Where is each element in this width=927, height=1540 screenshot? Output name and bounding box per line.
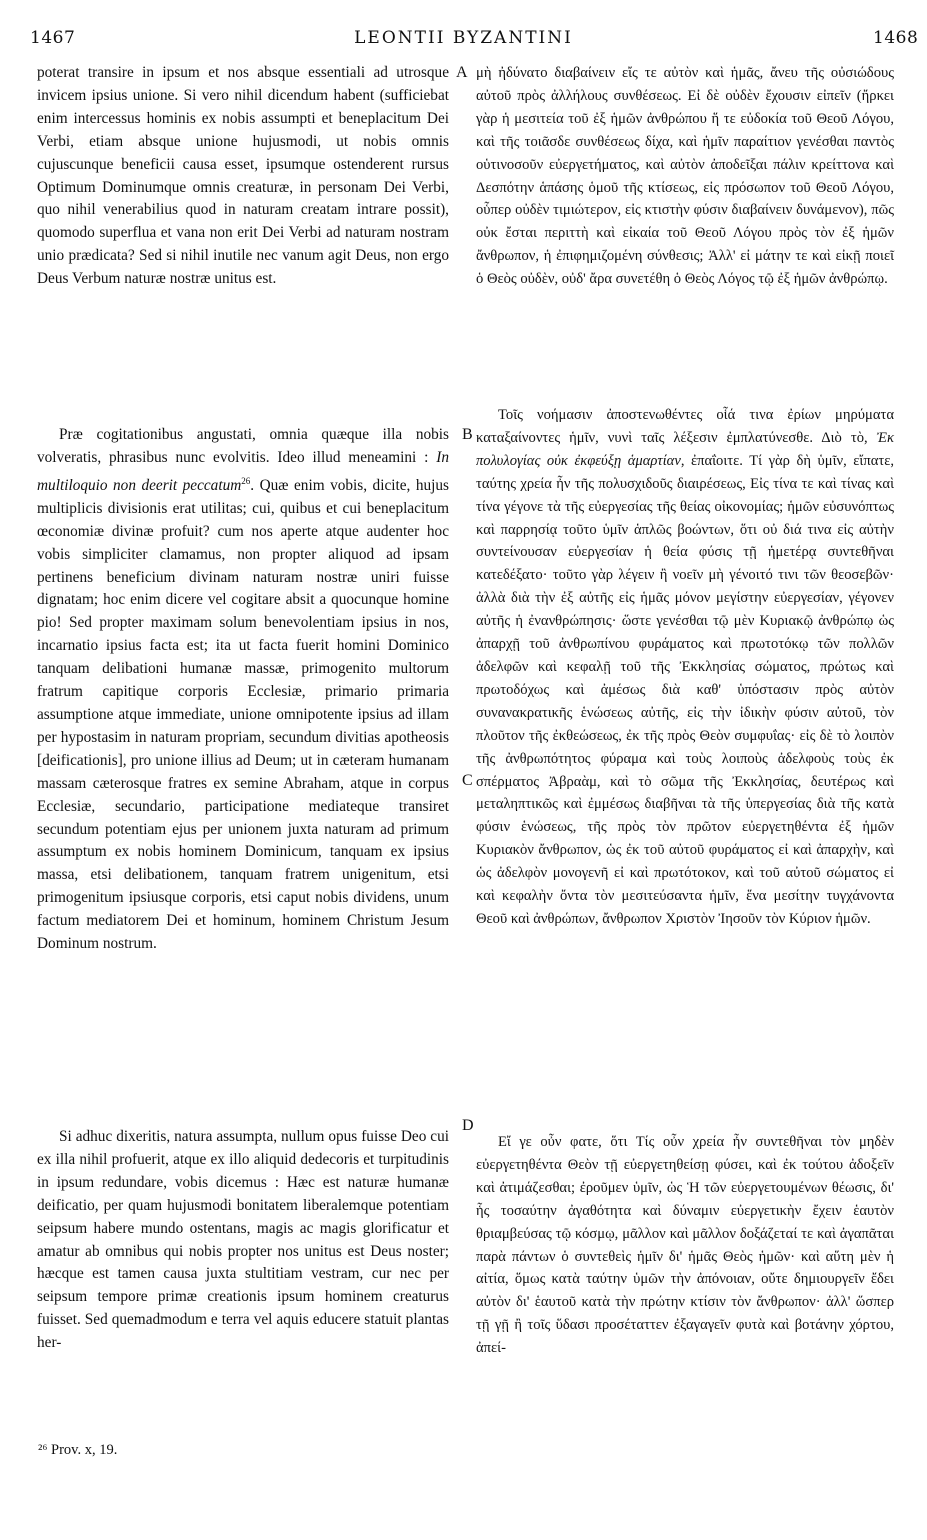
greek-text-3: Εἴ γε οὖν φατε, ὅτι Τίς οὖν χρεία ἦν συντεθῆναι τὸν μηδὲν εὐεργετηθέντα Θεὸν τῇ εὐεργετηθείσῃ φύσει, καὶ ἐκ τούτου ἀδοξεῖν καὶ ἀτιμάζεσθαι; ἐροῦμεν ὑμῖν, ὡς Ἡ τῶν εὐεργετουμένων θέωσις, δι' ἧς τοσαύτην ἀγαθότητα καὶ δύναμιν εὐεργετικὴν ἔχειν ἑαυτὸν θριαμβεύσας τῷ κόσμῳ, μᾶλλον καὶ μᾶλλον δοξάζεταί τε καὶ ἀγαπᾶται παρὰ πάντων ὁ συντεθεὶς ἡμῖν δι' ἡμᾶς Θεὸς ἡμῶν· καὶ αὕτη μὲν ἡ αἰτία, ὅμως κατὰ ταύτην ὑμῶν τὴν ἀπόνοιαν, οὔτε δημιουργεῖν ἔδει αὐτὸν δι' ἑαυτοῦ κατὰ τὴν πρώτην κτίσιν τὸν ἄνθρωπον· ἀλλ' ὥσπερ τῇ γῇ ἢ τοῖς ὕδασι προσέταττεν ἐξαγαγεῖν φυτὰ καὶ βοτάνην χόρτου, ἀπεί-	[476, 1134, 894, 1357]
greek-scripture-quote: Ἐκ πολυλογίας οὐκ ἐκφεύξῃ ἁμαρτίαν	[476, 429, 894, 469]
latin-scripture-quote: In multiloquio non deerit peccatum	[37, 448, 449, 494]
running-title: LEONTII BYZANTINI	[354, 28, 573, 48]
latin-text-2a: Præ cogitationibus angustati, omnia quæque illa nobis volveratis, phrasibus nunc evolvitis. Ideo illud meneamini :	[37, 426, 449, 466]
left-page-number: 1467	[30, 28, 76, 48]
latin-paragraph-3	[37, 1126, 449, 1355]
latin-paragraph-1	[37, 62, 449, 291]
greek-text-2	[476, 404, 894, 931]
greek-paragraph-3	[476, 1131, 894, 1360]
latin-text-1: poterat transire in ipsum et nos absque essentiali ad utrosque invicem ipsius unione. Si vero nihil dicendum habent (sufficiebat enim intercessus hominis ex nobis assumpti et beneplacitum Dei Verbi, etiam absque unione hujusmodi, ut nobis omnis cujuscunque beneficii causa esset, ipsumque ostenderent rursus Optimum Dominumque omnis creaturæ, in personam Dei Verbi, quo nihil venerabilius quod in naturam creatam intrare possit), quomodo superflua et vana non erit Dei Verbi ad naturam nostram unio prædicata? Sed si nihil inutile nec vanum agit Deus, non ergo Deus Verbum naturæ nostræ unitus est.	[37, 64, 449, 288]
greek-paragraph-1	[476, 62, 894, 291]
latin-text-2	[37, 424, 449, 956]
section-marker-b: B	[462, 426, 473, 443]
latin-paragraph-2	[37, 424, 449, 956]
greek-text-2a: Τοῖς νοήμασιν ἀποστενωθέντες οἷά τινα ἐρίων μηρύματα καταξαίνοντες ἡμῖν, νυνὶ ταῖς λέξεσιν ἐμπλατύνεσθε. Διὸ τὸ,	[476, 407, 894, 446]
section-marker-c: C	[462, 772, 473, 789]
section-marker-a: A	[456, 64, 468, 81]
section-marker-d: D	[462, 1117, 474, 1134]
greek-text-2b: , ἐπαΐοιτε. Τί γὰρ δὴ ὑμῖν, εἴπατε, ταύτης χρεία ἦν τῆς πολυσχιδοῦς διαιρέσεως, Εἰς τίνα τε καὶ τίνας καὶ τίνα γέγονε τὰ τῆς εὐεργεσίας τῆς θείας οἰκονομίας; ἡμῶν εὐσυνόπτως καὶ παρρησίᾳ τοῦτο ὑμῖν ἁπλῶς βοώντων, ὅτι οὐ διά τινα εἰς αὐτὴν συντείνουσαν εὐεργεσίαν ἡ θεία φύσις τῇ ἡμετέρᾳ συντεθῆναι κατεδέξατο· τοῦτο γὰρ λέγειν ἢ νοεῖν μὴ γένοιτό τινι τῶν θεοσεβῶν· ἀλλὰ διὰ τὴν ἐξ αὐτῆς εἰς ἡμᾶς μόνον μεγίστην εὐεργεσίαν, γέγονεν αὐτῆς ἡ ἐνανθρώπησις· ὥστε γενέσθαι τῷ μὲν Κυριακῷ ἀνθρώπῳ ὡς ἀπαρχῇ τοῦ ἀνθρωπίνου φυράματος καὶ πρωτοτόκῳ τῶν πολλῶν ἀδελφῶν καὶ κεφαλῇ τοῦ τῆς Ἐκκλησίας σώματος, πρώτως καὶ πρωτοδόχως καὶ ἀμέσως διὰ καθ' ὑπόστασιν πρὸς αὐτὸν συνανακρατικῆς ἑνώσεως αὐτῆς, εἰς τὴν ἰδικὴν φύσιν αὐτοῦ, τὸν πλοῦτον τῆς ἐκθεώσεως, ἐκ τῆς πρὸς Θεὸν συμφυΐας· εἰς δὲ τὸ λοιπὸν τῆς ἀνθρωπότητος φύραμα καὶ τοὺς λοιποὺς ἀδελφοὺς τοὺς ἐκ σπέρματος Ἀβραὰμ, καὶ τὸ σῶμα τῆς Ἐκκλησίας, δευτέρως καὶ μεταληπτικῶς καὶ ἐμμέσως διαβῆναι τὰ τῆς ὑπεργεσίας διὰ τῆς κατὰ φύσιν ἑνώσεως, τῆς πρὸς τὸν πρῶτον εὐεργετηθέντα ἐξ ἡμῶν Κυριακὸν ἄνθρωπον, ὡς ἐκ τοῦ αὐτοῦ φυράματος εἰ καὶ ἀπαρχὴν, καὶ ὡς ἀδελφὸν μονογενῆ εἰ καὶ πρωτότοκον, καὶ τοῦ αὐτοῦ σώματος εἰ καὶ κεφαλὴν ὄντα τὸν μεσιτεύσαντα ἡμῖν, ἕνα μεσίτην τυγχάνοντα Θεοῦ καὶ ἀνθρώπων, ἄνθρωπον Χριστὸν Ἰησοῦν τὸν Κύριον ἡμῶν.	[476, 452, 894, 927]
latin-footnote-ref: 26	[241, 475, 251, 486]
greek-paragraph-2	[476, 404, 894, 931]
latin-text-3: Si adhuc dixeritis, natura assumpta, nullum opus fuisse Deo cui ex illa nihil profuerit, atque ex illo aliquid dedecoris et turpitudinis in ipsum redundare, vobis dicemus : Hæc est naturæ humanæ deificatio, per quam hujusmodi bonitatem liberalemque potentiam seipsum habere mundo ostentans, magis ac magis glorificatur et amatur ab omnibus qui nobis propter nos unitus est Deus noster; hæcque est tamen causa juxta stultitiam vestram, cur nec per seipsum tempore primæ creationis ipsum hominem creaturus fuisset. Sed quemadmodum e terra vel aquis educere statuit plantas her-	[37, 1128, 449, 1352]
footnote: ²⁶ Prov. x, 19.	[38, 1442, 118, 1458]
right-page-number: 1468	[873, 28, 919, 48]
latin-text-2b: . Quæ enim vobis, dicite, hujus multiplicis divisionis erat utilitas; cui, quibus et cui beneplacitum œconomiæ divinæ profuit? cum nos aperte atque audenter hoc vobis simpliciter clamamus, non propter aliquod ad ipsam pertinens beneficium divinam naturam nostræ uniri fuisse dignatam; hoc enim dicere vel cogitare absit a quocunque homine pio! Sed propter maximam solum benevolentiam ipsius in nos, incarnatio ipsius facta est; ita ut facta fuerit homini Dominico tanquam delibationi humanæ massæ, primogenito multorum fratrum capitique corporis Ecclesiæ, primario primaria assumptione atque immediate, unione omnipotente ipsius ad illam per hypostasim in naturam propriam, secundum divitias apotheosis [deificationis], pro unione illius ad Deum; ut in cæteram humanam massam cæterosque fratres ex semine Abraham, atque in corpus Ecclesiæ, secundario, participatione mediateque transiret secundum potentiam ejus per unionem juxta naturam ad primum assumptum ex nobis hominem Dominicum, tanquam ex ipsius massa, etsi delibationem, tanquam fratrem unigenitum, etsi primogenitum ipsiusque corporis, etsi caput nobis dividens, unum factum mediatorem Dei et hominum, hominem Christum Jesum Dominum nostrum.	[37, 476, 450, 953]
greek-text-1: μὴ ἠδύνατο διαβαίνειν εἴς τε αὐτὸν καὶ ἡμᾶς, ἄνευ τῆς οὐσιώδους αὐτοῦ πρὸς ἀλλήλους συνθέσεως. Εἰ δὲ οὐδὲν ἔχουσιν εἰπεῖν (ἤρκει γὰρ ἡ μεσιτεία τοῦ ἐξ ἡμῶν ἀνθρώπου ἥ τε εὐδοκία τοῦ Θεοῦ Λόγου, καὶ τῆς τοιᾶσδε συνθέσεως δίχα, καὶ ἡμῖν παραίτιον γενέσθαι παντὸς οὑτινοσοῦν εὐεργετήματος, καὶ αὐτὸν ἀποδεῖξαι πάλιν κρείττονα καὶ Δεσπότην ἁπάσης ὁμοῦ τῆς κτίσεως, εἰς πρόσωπον τοῦ Θεοῦ Λόγου, οὗπερ οὐδὲν τιμιώτερον, εἰς κτιστὴν φύσιν διαβαίνειν δυνάμενον), πῶς οὐκ ἔσται περιττὴ καὶ εἰκαία τοῦ Θεοῦ Λόγου πρὸς τὸν ἐξ ἡμῶν ἄνθρωπον, ἡ ἐπιφημιζομένη σύνθεσις; Ἀλλ' εἰ μάτην τε καὶ εἰκῇ ποιεῖ ὁ Θεὸς οὐδὲν, οὐδ' ἄρα συνετέθη ὁ Θεὸς Λόγος τῷ ἐξ ἡμῶν ἀνθρώπῳ.	[476, 65, 894, 288]
